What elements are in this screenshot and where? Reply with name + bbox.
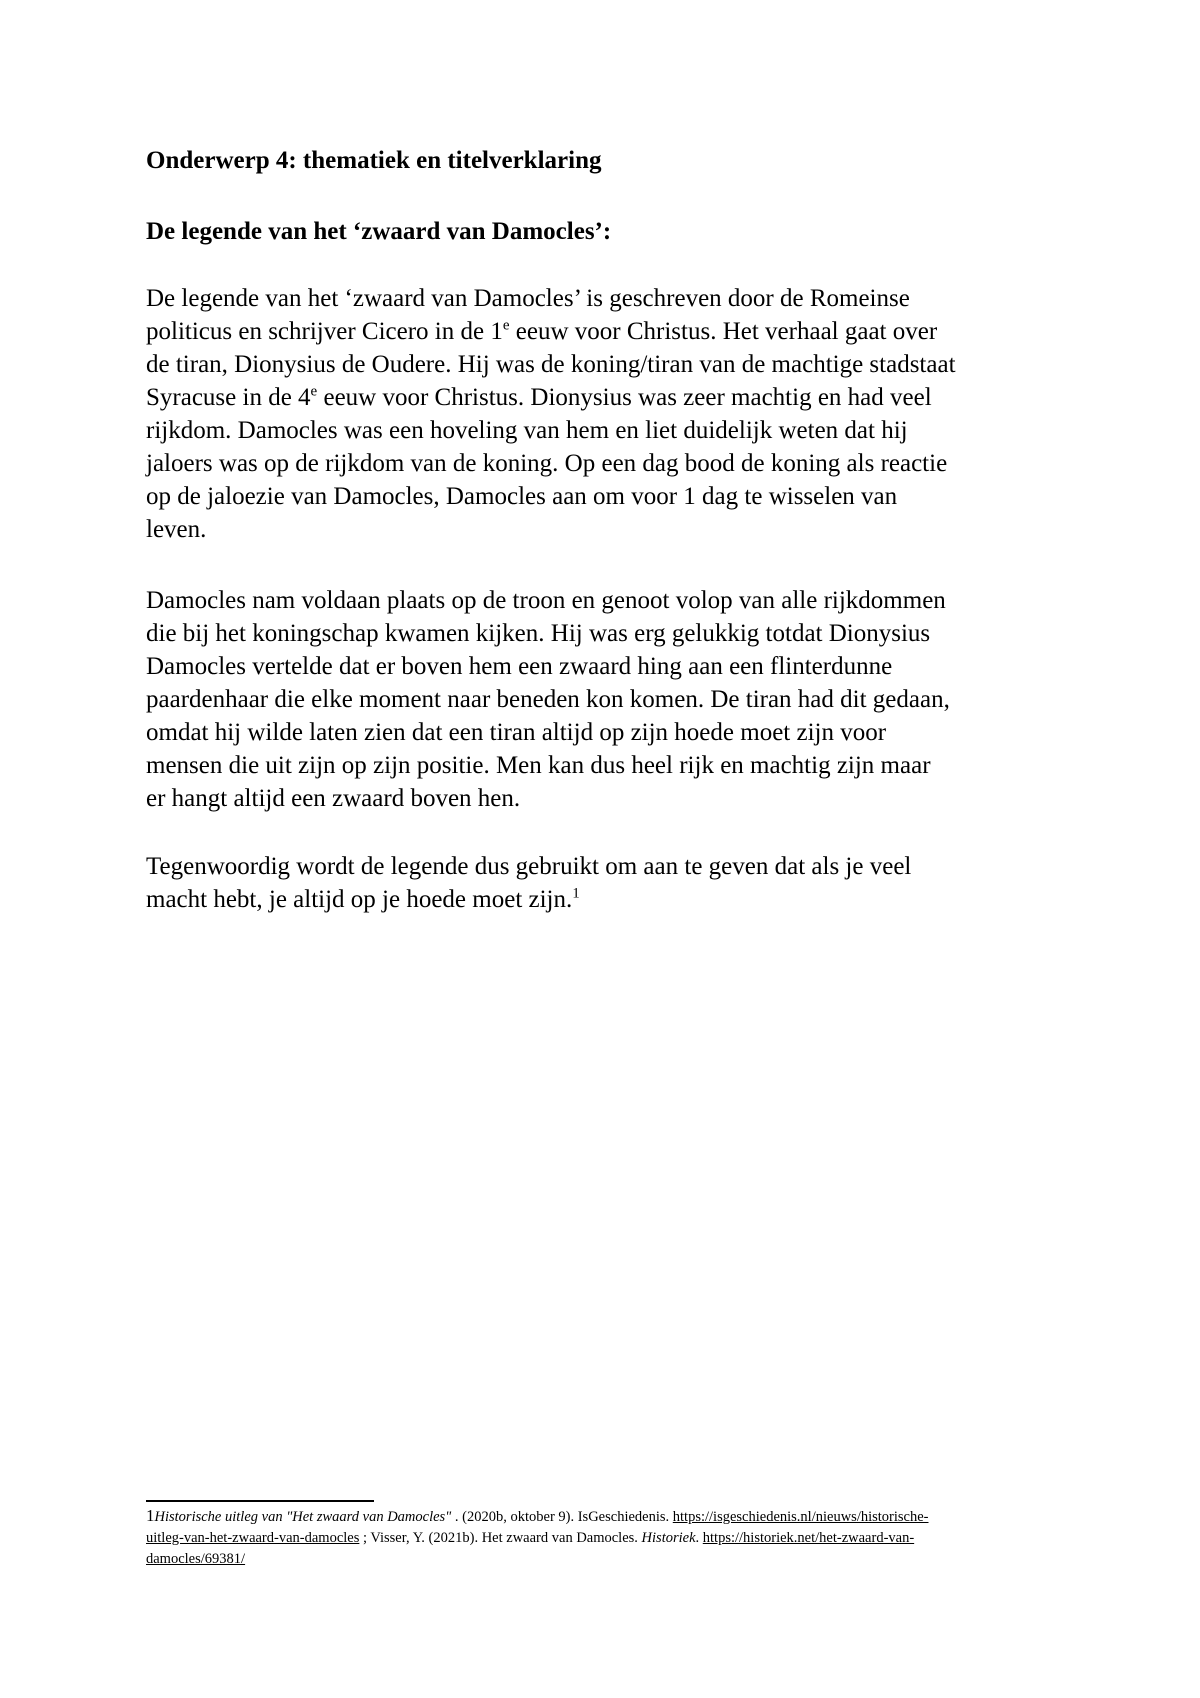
footnote-source-title: Historische uitleg van "Het zwaard van Damocles": [154, 1509, 452, 1525]
text-line: mensen die uit zijn op zijn positie. Men kan dus heel rijk en machtig zijn maar: [146, 752, 931, 779]
footnote-line: [146, 1528, 1086, 1549]
text-line: [146, 315, 1086, 348]
text-segment: eeuw voor Christus. Het verhaal gaat over: [509, 318, 938, 345]
text-line: [146, 381, 1086, 414]
footnote-line: [146, 1549, 1086, 1570]
text-line: de tiran, Dionysius de Oudere. Hij was de koning/tiran van de machtige stadstaat: [146, 351, 956, 378]
text-line: jaloers was op de rijkdom van de koning. Op een dag bood de koning als reactie: [146, 450, 948, 477]
footnote-separator: [146, 1500, 374, 1502]
footnote-reference[interactable]: 1: [572, 885, 580, 902]
paragraph-origin: [146, 282, 1086, 546]
text-line: leven.: [146, 516, 207, 543]
paragraph-meaning: [146, 850, 1086, 916]
text-line: Damocles nam voldaan plaats op de troon en genoot volop van alle rijkdommen: [146, 587, 946, 614]
ordinal-superscript: e: [310, 383, 318, 400]
footnote-text: .: [695, 1530, 703, 1546]
text-line: rijkdom. Damocles was een hoveling van hem en liet duidelijk weten dat hij: [146, 417, 908, 444]
text-line: die bij het koningschap kwamen kijken. Hij was erg gelukkig totdat Dionysius: [146, 620, 931, 647]
topic-heading: Onderwerp 4: thematiek en titelverklaring: [146, 147, 602, 174]
legend-heading: De legende van het ‘zwaard van Damocles’:: [146, 218, 612, 245]
text-line: [146, 883, 1086, 916]
text-line: omdat hij wilde laten zien dat een tiran altijd op zijn hoede moet zijn voor: [146, 719, 887, 746]
footnote-source-historiek: Historiek: [641, 1530, 696, 1546]
footnote-text: ; Visser, Y. (2021b). Het zwaard van Damocles.: [359, 1530, 642, 1546]
text-line: paardenhaar die elke moment naar beneden kon komen. De tiran had dit gedaan,: [146, 686, 950, 713]
ordinal-superscript: e: [502, 317, 510, 334]
text-line: Damocles vertelde dat er boven hem een zwaard hing aan een flinterdunne: [146, 653, 893, 680]
text-line: er hangt altijd een zwaard boven hen.: [146, 785, 521, 812]
paragraph-story: [146, 584, 1086, 815]
text-line: Tegenwoordig wordt de legende dus gebruikt om aan te geven dat als je veel: [146, 853, 912, 880]
footnote-link-historiek-continued[interactable]: damocles/69381/: [146, 1551, 246, 1567]
footnote-link-isgeschiedenis[interactable]: https://isgeschiedenis.nl/nieuws/historische-: [672, 1509, 929, 1525]
text-line: De legende van het ‘zwaard van Damocles’ is geschreven door de Romeinse: [146, 285, 910, 312]
footnote-text: . (2020b, oktober 9). IsGeschiedenis.: [451, 1509, 673, 1525]
footnote-number: 1: [146, 1506, 155, 1525]
text-segment: politicus en schrijver Cicero in de 1: [146, 318, 503, 345]
footnote: [146, 1505, 1086, 1570]
footnote-link-historiek[interactable]: https://historiek.net/het-zwaard-van-: [702, 1530, 915, 1546]
text-line: op de jaloezie van Damocles, Damocles aan om voor 1 dag te wisselen van: [146, 483, 898, 510]
text-segment: Syracuse in de 4: [146, 384, 311, 411]
footnote-link-isgeschiedenis-continued[interactable]: uitleg-van-het-zwaard-van-damocles: [146, 1530, 360, 1546]
footnote-line: [146, 1505, 1086, 1528]
text-segment: macht hebt, je altijd op je hoede moet zijn.: [146, 886, 573, 913]
text-segment: eeuw voor Christus. Dionysius was zeer machtig en had veel: [317, 384, 932, 411]
